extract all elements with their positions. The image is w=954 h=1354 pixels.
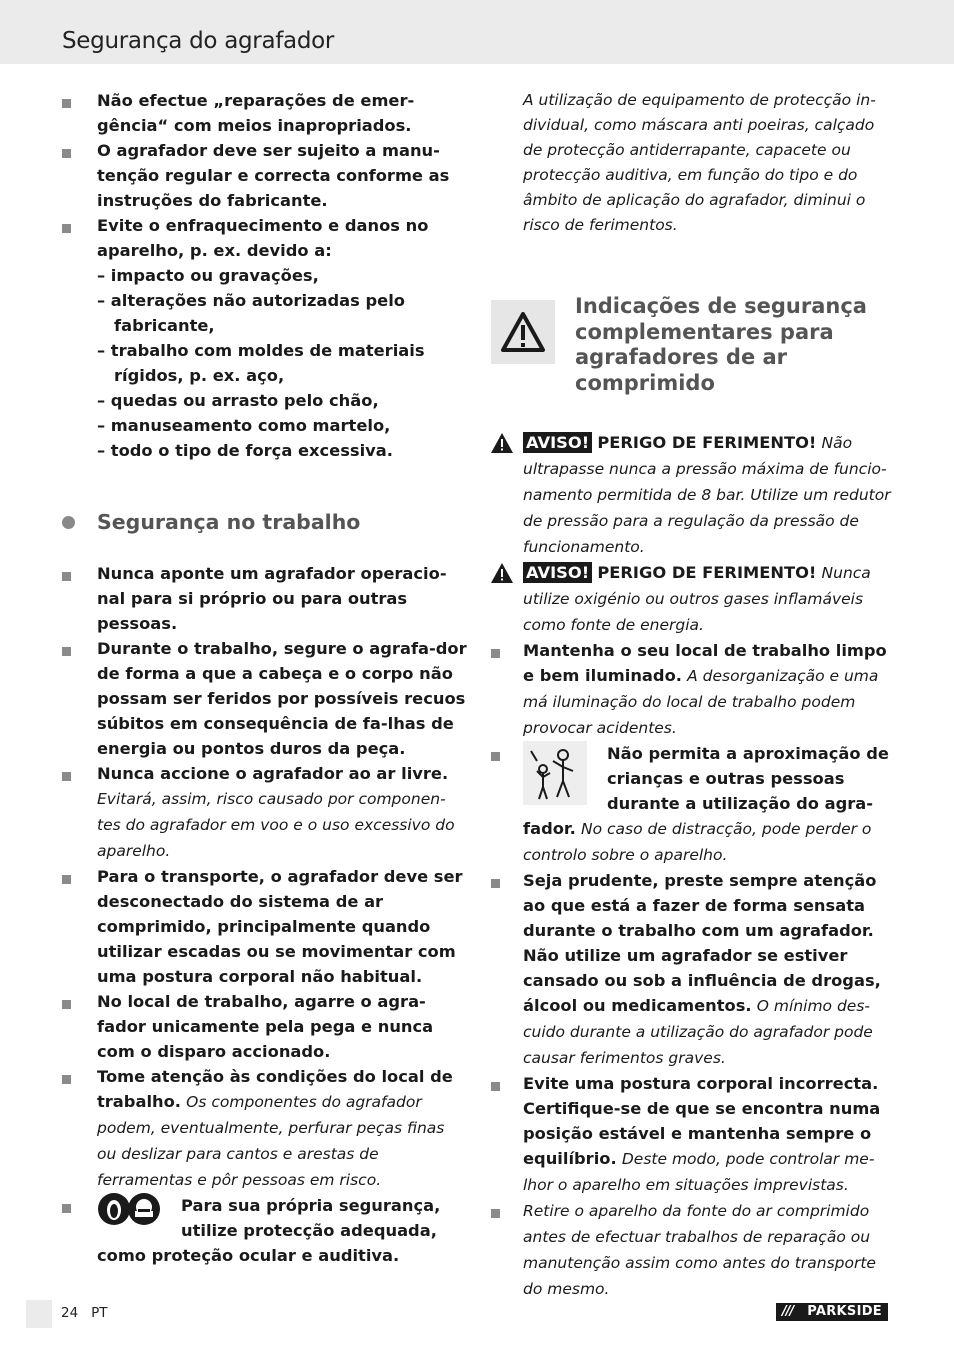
dash-item: – todo o tipo de força excessiva.	[97, 441, 393, 460]
dash-item: – trabalho com moldes de materiais rígidos, p. ex. aço,	[97, 341, 425, 385]
aviso-item	[491, 430, 891, 560]
item-text: Evite o enfraquecimento e danos no aparelho, p. ex. devido a:	[97, 216, 429, 260]
right-column	[491, 88, 891, 1302]
bullet-icon	[62, 875, 71, 884]
eye-ear-protection-icon	[97, 1191, 161, 1225]
warning-section	[491, 294, 891, 396]
list-item	[62, 989, 467, 1064]
item-text: Evite uma postura corporal incorrecta. Certifique-se de que se encontra numa posição estável e mantenha sempre o equilíbrio.	[523, 1074, 881, 1168]
bullet-icon	[491, 1209, 500, 1218]
section-heading	[62, 509, 467, 535]
aviso-heading: PERIGO DE FERIMENTO!	[597, 433, 817, 452]
list-item	[62, 1064, 467, 1193]
bullet-icon	[491, 1082, 500, 1091]
item-note: Retire o aparelho da fonte do ar comprimido antes de efectuar trabalhos de reparação ou manutenção assim como antes do transporte do mesmo.	[523, 1202, 876, 1298]
item-note: Evitará, assim, risco causado por componen-tes do agrafador em voo e o uso excessivo do aparelho.	[97, 790, 455, 860]
bullet-icon	[62, 772, 71, 781]
page-number-box	[26, 1300, 52, 1328]
bullet-icon	[491, 649, 500, 658]
section-dot-icon	[62, 516, 75, 529]
brand-logo	[776, 1303, 888, 1321]
aviso-text: Nunca utilize oxigénio ou outros gases inflamáveis como fonte de energia.	[523, 564, 871, 634]
bullet-icon	[491, 879, 500, 888]
item-text: Nunca aponte um agrafador operacio-nal para si próprio ou para outras pessoas.	[97, 564, 447, 633]
item-note: O mínimo des-cuido durante a utilização do agrafador pode causar ferimentos graves.	[523, 997, 873, 1067]
list-item	[491, 1198, 891, 1302]
item-text: Durante o trabalho, segure o agrafa-dor de forma a que a cabeça e o corpo não possam ser feridos por possíveis recuos súbitos em consequência de fa-lhas de energia ou pontos duros da peça.	[97, 639, 467, 758]
item-text: Para sua própria segurança, utilize protecção adequada, como proteção ocular e auditiva.	[97, 1196, 441, 1265]
item-note: Os componentes do agrafador podem, eventualmente, perfurar peças finas ou deslizar para cantos e arestas de ferramentas e pôr pessoas em risco.	[97, 1093, 445, 1189]
item-text: Não efectue „reparações de emer-gência“ com meios inapropriados.	[97, 91, 415, 135]
dash-item: – alterações não autorizadas pelo fabricante,	[97, 291, 405, 335]
item-text: Tome atenção às condições do local de trabalho.	[97, 1067, 453, 1111]
bullet-icon	[62, 647, 71, 656]
item-note: A desorganização e uma má iluminação do local de trabalho podem provocar acidentes.	[523, 667, 879, 737]
dash-item: – manuseamento como martelo,	[97, 416, 391, 435]
list-item	[62, 636, 467, 761]
aviso-text: Não ultrapasse nunca a pressão máxima de funcio-namento permitida de 8 bar. Utilize um redutor de pressão para a regulação da pressão de funcionamento.	[523, 434, 891, 556]
language-code: PT	[91, 1305, 108, 1321]
list-item	[62, 761, 467, 864]
item-text: No local de trabalho, agarre o agra-fador unicamente pela pega e nunca com o disparo accionado.	[97, 992, 434, 1061]
page-title: Segurança do agrafador	[62, 28, 335, 54]
keep-children-away-icon	[523, 741, 587, 805]
page-header	[0, 0, 954, 64]
list-item	[62, 213, 467, 463]
item-text: Nunca accione o agrafador ao ar livre.	[97, 764, 449, 783]
logo-slashes: ///	[782, 1304, 794, 1319]
warning-triangle-icon	[491, 300, 555, 364]
list-item	[491, 1071, 891, 1198]
dash-item: – quedas ou arrasto pelo chão,	[97, 391, 379, 410]
bullet-icon	[62, 149, 71, 158]
bullet-icon	[62, 1075, 71, 1084]
item-text: Para o transporte, o agrafador deve ser desconectado do sistema de ar comprimido, principalmente quando utilizar escadas ou se movimentar com uma postura corporal não habitual.	[97, 867, 463, 986]
item-text: Seja prudente, preste sempre atenção ao que está a fazer de forma sensata durante o trabalho com um agrafador. Não utilize um agrafador se estiver cansado ou sob a influência de drogas, álcool ou medicamentos.	[523, 871, 881, 1015]
aviso-item	[491, 560, 891, 638]
item-note: Deste modo, pode controlar me-lhor o aparelho em situações imprevistas.	[523, 1150, 875, 1194]
bullet-icon	[62, 1204, 71, 1213]
list-item	[62, 561, 467, 636]
bullet-icon	[491, 752, 500, 761]
bullet-icon	[62, 1000, 71, 1009]
list-item	[62, 138, 467, 213]
bullet-icon	[62, 572, 71, 581]
left-column	[62, 88, 467, 1268]
brand-name: PARKSIDE	[807, 1304, 882, 1319]
aviso-heading: PERIGO DE FERIMENTO!	[597, 563, 817, 582]
warning-triangle-icon	[491, 563, 513, 590]
dash-item: – impacto ou gravações,	[97, 266, 319, 285]
item-note: No caso de distracção, pode perder o controlo sobre o aparelho.	[523, 820, 872, 864]
list-item	[62, 1193, 467, 1268]
list-item	[491, 638, 891, 741]
intro-paragraph: A utilização de equipamento de protecção in-dividual, como máscara anti poeiras, calçado de protecção antiderrapante, capacete ou protecção auditiva, em função do tipo e do âmbito de aplicação do agrafador, diminui o risco de ferimentos.	[523, 91, 876, 234]
warning-title: Indicações de segurança complementares para agrafadores de ar comprimido	[575, 294, 867, 395]
list-item	[62, 864, 467, 989]
bullet-icon	[62, 99, 71, 108]
aviso-badge: AVISO!	[523, 432, 592, 453]
page-footer	[61, 1305, 107, 1321]
section-title: Segurança no trabalho	[97, 510, 361, 534]
list-item	[491, 741, 891, 868]
item-text: Mantenha o seu local de trabalho limpo e bem iluminado.	[523, 641, 887, 685]
warning-triangle-icon	[491, 433, 513, 460]
item-text: Não permita a aproximação de crianças e outras pessoas durante a utilização do agra-fador.	[523, 744, 889, 838]
bullet-icon	[62, 224, 71, 233]
page-number: 24	[61, 1305, 79, 1321]
aviso-badge: AVISO!	[523, 562, 592, 583]
list-item	[62, 88, 467, 138]
item-text: O agrafador deve ser sujeito a manu-tenção regular e correcta conforme as instruções do fabricante.	[97, 141, 450, 210]
list-item	[491, 868, 891, 1071]
